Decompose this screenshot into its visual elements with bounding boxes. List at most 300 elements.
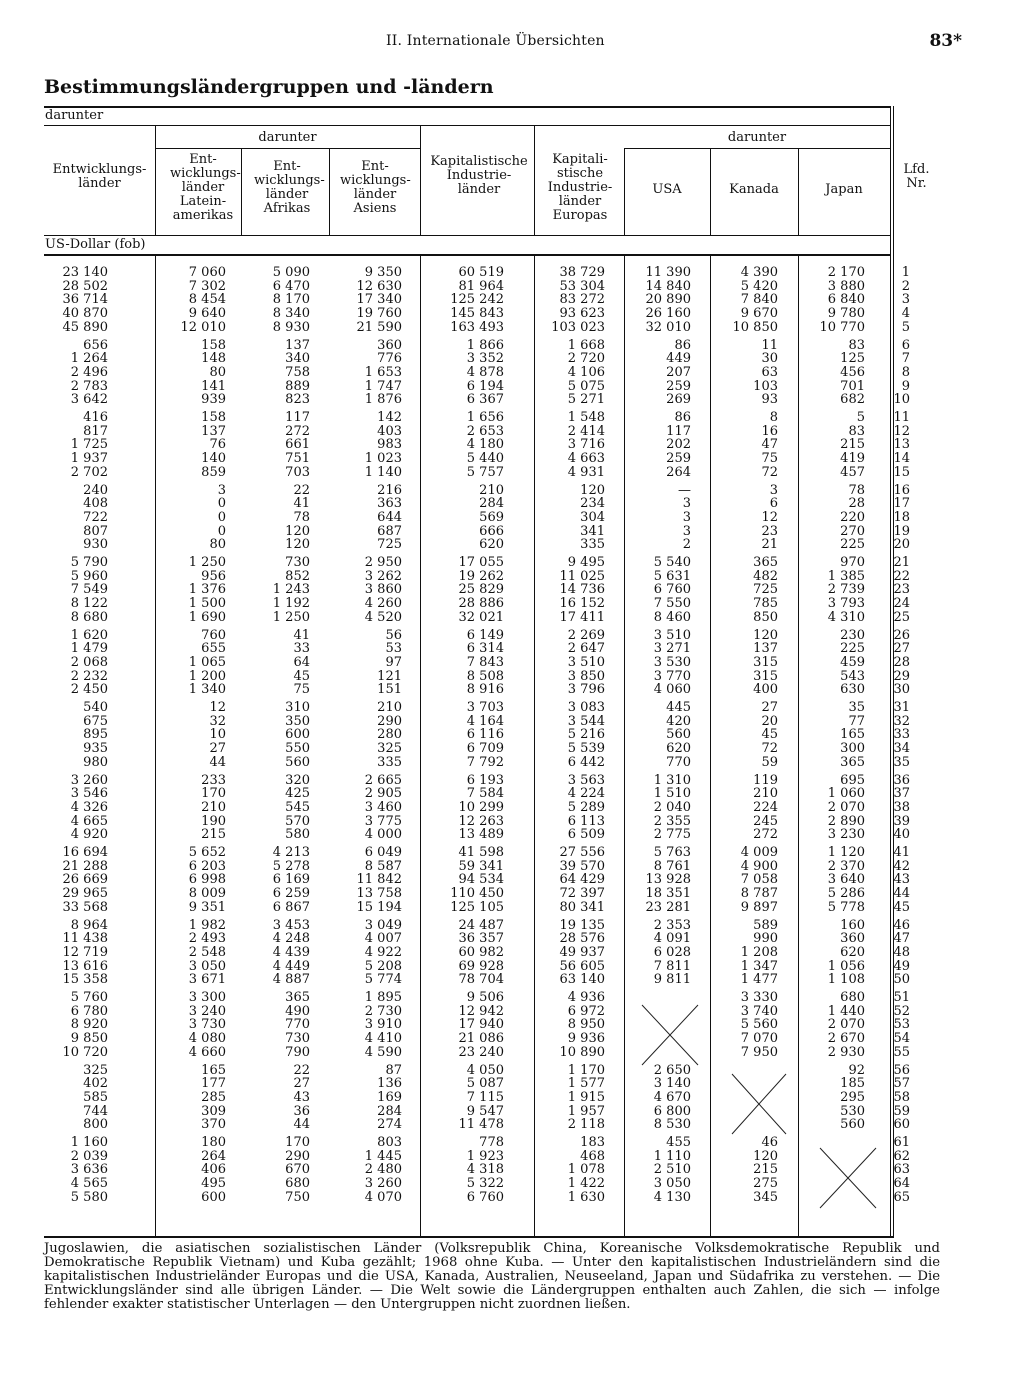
table-cell: 1 923 bbox=[466, 1149, 504, 1164]
table-cell: 2 070 bbox=[827, 1018, 865, 1033]
table-cell: 370 bbox=[201, 1118, 226, 1132]
table-cell: 61 bbox=[893, 1136, 910, 1150]
table-cell: 3 796 bbox=[567, 683, 605, 697]
table-cell: 3 510 bbox=[653, 628, 691, 643]
table-cell: 120 bbox=[753, 1149, 778, 1164]
table-cell: 16 152 bbox=[559, 597, 605, 611]
row-group bbox=[44, 774, 940, 842]
table-cell: 4 449 bbox=[272, 959, 310, 974]
table-cell: 7 060 bbox=[188, 266, 226, 280]
table-row bbox=[44, 815, 940, 829]
row-group bbox=[44, 411, 940, 479]
table-row bbox=[44, 1064, 940, 1078]
table-cell: 1 479 bbox=[70, 642, 108, 656]
table-cell: 5 790 bbox=[70, 556, 108, 570]
table-cell: 5 440 bbox=[466, 452, 504, 466]
col-header-0: Entwicklungs- länder bbox=[52, 162, 147, 191]
table-cell: 6 116 bbox=[466, 728, 504, 743]
table-cell: 21 288 bbox=[62, 859, 108, 874]
table-cell: 160 bbox=[840, 918, 865, 933]
table-cell: 280 bbox=[377, 728, 402, 743]
table-cell: 3 793 bbox=[827, 597, 865, 611]
table-cell: 751 bbox=[285, 452, 310, 466]
table-cell: 30 bbox=[893, 683, 910, 697]
table-cell: 29 965 bbox=[62, 887, 108, 901]
table-cell: 44 bbox=[893, 887, 910, 901]
table-cell: 45 bbox=[761, 728, 778, 743]
table-cell: 687 bbox=[377, 524, 402, 539]
table-cell: 32 bbox=[893, 714, 910, 729]
table-row bbox=[44, 1163, 940, 1177]
table-cell: 216 bbox=[377, 483, 402, 498]
table-cell: 4 070 bbox=[364, 1190, 402, 1205]
table-cell: 5 652 bbox=[188, 846, 226, 860]
table-cell: 1 422 bbox=[567, 1177, 605, 1191]
table-cell: 5 757 bbox=[466, 465, 504, 480]
table-cell: 35 bbox=[893, 755, 910, 770]
table-cell: 259 bbox=[666, 379, 691, 394]
table-cell: 210 bbox=[201, 800, 226, 815]
table-cell: 21 590 bbox=[356, 320, 402, 335]
table-cell: 22 bbox=[293, 1063, 310, 1078]
table-cell: 33 568 bbox=[62, 900, 108, 915]
table-cell: 620 bbox=[479, 538, 504, 552]
table-cell: 27 556 bbox=[559, 846, 605, 860]
table-cell: 290 bbox=[377, 714, 402, 729]
table-cell: 560 bbox=[840, 1118, 865, 1132]
table-cell: 7 115 bbox=[466, 1090, 504, 1105]
table-row bbox=[44, 1018, 940, 1032]
table-cell: 6 149 bbox=[466, 628, 504, 643]
table-cell: 12 bbox=[893, 424, 910, 439]
table-cell: 32 010 bbox=[645, 320, 691, 335]
table-cell: 1 876 bbox=[364, 393, 402, 407]
table-cell: 35 bbox=[848, 701, 865, 715]
table-cell: 11 438 bbox=[62, 932, 108, 946]
table-cell: 8 930 bbox=[272, 320, 310, 335]
table-cell: 9 640 bbox=[188, 307, 226, 321]
table-cell: 145 843 bbox=[450, 307, 504, 321]
table-cell: 320 bbox=[285, 773, 310, 788]
col-header-7: Kanada bbox=[729, 182, 779, 197]
table-cell: 119 bbox=[753, 773, 778, 788]
table-cell: 60 519 bbox=[458, 266, 504, 280]
table-cell: 1 250 bbox=[272, 610, 310, 625]
table-cell: 185 bbox=[840, 1077, 865, 1091]
table-cell: 725 bbox=[377, 538, 402, 552]
table-cell: 1 192 bbox=[272, 597, 310, 611]
table-cell: 29 bbox=[893, 669, 910, 684]
table-cell: 3 262 bbox=[364, 569, 402, 584]
table-cell: 310 bbox=[285, 701, 310, 715]
table-row bbox=[44, 960, 940, 974]
table-cell: 53 304 bbox=[559, 279, 605, 294]
table-cell: 6 bbox=[901, 338, 910, 353]
table-cell: 9 811 bbox=[653, 973, 691, 987]
table-cell: 5 960 bbox=[70, 569, 108, 584]
table-cell: 34 bbox=[893, 742, 910, 756]
table-row bbox=[44, 393, 940, 407]
table-cell: 7 302 bbox=[188, 279, 226, 294]
row-group bbox=[44, 1136, 940, 1204]
table-cell: 64 bbox=[293, 655, 310, 670]
table-cell: 215 bbox=[840, 438, 865, 453]
table-cell: 103 023 bbox=[551, 320, 605, 335]
table-row bbox=[44, 525, 940, 539]
table-cell: 202 bbox=[666, 438, 691, 453]
table-cell: 456 bbox=[840, 365, 865, 380]
table-cell: 81 964 bbox=[458, 279, 504, 294]
table-cell: 137 bbox=[753, 642, 778, 656]
table-cell: 1 440 bbox=[827, 1004, 865, 1019]
table-cell: 72 bbox=[761, 742, 778, 756]
table-cell: 482 bbox=[753, 569, 778, 584]
table-cell: 1 548 bbox=[567, 411, 605, 425]
table-cell: 11 390 bbox=[645, 266, 691, 280]
table-cell: 8 916 bbox=[466, 683, 504, 697]
table-cell: 4 213 bbox=[272, 846, 310, 860]
table-row bbox=[44, 887, 940, 901]
table-row bbox=[44, 339, 940, 353]
table-cell: 5 208 bbox=[364, 959, 402, 974]
table-cell: 103 bbox=[753, 379, 778, 394]
table-cell: 1 477 bbox=[740, 973, 778, 987]
table-cell: 490 bbox=[285, 1004, 310, 1019]
table-cell: 1 656 bbox=[466, 411, 504, 425]
table-cell: 17 bbox=[893, 497, 910, 511]
table-cell: 3 640 bbox=[827, 873, 865, 888]
table-cell: 1 957 bbox=[567, 1104, 605, 1119]
table-cell: 560 bbox=[285, 755, 310, 770]
table-cell: 13 928 bbox=[645, 873, 691, 888]
table-cell: 449 bbox=[666, 352, 691, 366]
table-cell: 45 890 bbox=[62, 320, 108, 335]
col-header-1: Ent- wicklungs- länder Latein- amerikas bbox=[170, 152, 241, 223]
table-cell: 78 bbox=[293, 510, 310, 525]
table-cell: 45 bbox=[293, 669, 310, 684]
table-cell: 1 078 bbox=[567, 1163, 605, 1178]
table-cell: 1 264 bbox=[70, 352, 108, 366]
table-cell: 10 720 bbox=[62, 1045, 108, 1060]
table-cell: 36 bbox=[293, 1104, 310, 1119]
table-cell: 6 169 bbox=[272, 873, 310, 888]
table-cell: 125 242 bbox=[450, 293, 504, 308]
table-cell: 6 193 bbox=[466, 773, 504, 788]
table-cell: 2 702 bbox=[70, 465, 108, 480]
table-cell: 17 340 bbox=[356, 293, 402, 308]
table-cell: 86 bbox=[674, 338, 691, 353]
table-cell: 852 bbox=[285, 569, 310, 584]
table-cell: 5 560 bbox=[740, 1018, 778, 1033]
table-row bbox=[44, 715, 940, 729]
table-cell: 177 bbox=[201, 1077, 226, 1091]
table-cell: 33 bbox=[293, 642, 310, 656]
table-cell: 725 bbox=[753, 583, 778, 598]
table-cell: 28 576 bbox=[559, 932, 605, 946]
table-cell: 770 bbox=[285, 1018, 310, 1033]
table-cell: 163 493 bbox=[450, 320, 504, 335]
table-row bbox=[44, 901, 940, 915]
table-row bbox=[44, 828, 940, 842]
col-header-3: Ent- wicklungs- länder Asiens bbox=[340, 159, 411, 216]
table-cell: 117 bbox=[666, 424, 691, 439]
table-cell: 11 478 bbox=[458, 1118, 504, 1132]
table-cell: 5 420 bbox=[740, 279, 778, 294]
table-cell: 8 964 bbox=[70, 918, 108, 933]
table-cell: 4 180 bbox=[466, 438, 504, 453]
table-cell: 215 bbox=[201, 828, 226, 842]
table-cell: 325 bbox=[83, 1063, 108, 1078]
table-cell: 983 bbox=[377, 438, 402, 453]
unit-label: US-Dollar (fob) bbox=[45, 237, 146, 252]
table-cell: 9 351 bbox=[188, 900, 226, 915]
table-cell: 0 bbox=[217, 510, 226, 525]
table-cell: 44 bbox=[293, 1118, 310, 1132]
table-cell: 6 028 bbox=[653, 945, 691, 960]
table-cell: 6 509 bbox=[567, 828, 605, 842]
table-cell: 823 bbox=[285, 393, 310, 407]
table-cell: 785 bbox=[753, 597, 778, 611]
table-cell: 93 623 bbox=[559, 307, 605, 321]
table-cell: 2 414 bbox=[567, 424, 605, 439]
cross-mark-japan bbox=[818, 1146, 878, 1210]
table-cell: 10 850 bbox=[732, 320, 778, 335]
table-cell: 5 216 bbox=[567, 728, 605, 743]
table-cell: 800 bbox=[83, 1118, 108, 1132]
table-row bbox=[44, 701, 940, 715]
table-cell: 1 866 bbox=[466, 338, 504, 353]
table-cell: 165 bbox=[840, 728, 865, 743]
table-cell: 770 bbox=[666, 755, 691, 770]
table-row bbox=[44, 973, 940, 987]
table-cell: 55 bbox=[893, 1045, 910, 1060]
table-cell: 3 510 bbox=[567, 655, 605, 670]
table-cell: 7 550 bbox=[653, 597, 691, 611]
table-row bbox=[44, 611, 940, 625]
table-cell: 27 bbox=[761, 701, 778, 715]
table-cell: 4 922 bbox=[364, 945, 402, 960]
table-cell: 8 170 bbox=[272, 293, 310, 308]
table-cell: 9 495 bbox=[567, 556, 605, 570]
table-cell: 285 bbox=[201, 1090, 226, 1105]
page-title: Bestimmungsländergruppen und -ländern bbox=[44, 76, 494, 98]
table-cell: 8 bbox=[769, 411, 778, 425]
table-cell: 26 669 bbox=[62, 873, 108, 888]
table-cell: 5 580 bbox=[70, 1190, 108, 1205]
table-cell: 50 bbox=[893, 973, 910, 987]
table-cell: 325 bbox=[377, 742, 402, 756]
table-cell: 682 bbox=[840, 393, 865, 407]
table-cell: 28 886 bbox=[458, 597, 504, 611]
table-cell: 3 546 bbox=[70, 787, 108, 801]
table-cell: 272 bbox=[285, 424, 310, 439]
table-row bbox=[44, 538, 940, 552]
table-cell: 3 230 bbox=[827, 828, 865, 842]
table-cell: 64 429 bbox=[559, 873, 605, 888]
table-cell: 158 bbox=[201, 411, 226, 425]
table-cell: 4 390 bbox=[740, 266, 778, 280]
table-cell: 744 bbox=[83, 1104, 108, 1119]
table-cell: 8 508 bbox=[466, 669, 504, 684]
table-cell: 2 510 bbox=[653, 1163, 691, 1178]
table-cell: 360 bbox=[840, 932, 865, 946]
table-cell: 9 936 bbox=[567, 1032, 605, 1046]
table-cell: 4 248 bbox=[272, 932, 310, 946]
table-cell: 4 670 bbox=[653, 1090, 691, 1105]
table-cell: 19 135 bbox=[559, 918, 605, 933]
table-cell: 270 bbox=[840, 524, 865, 539]
table-cell: 24 bbox=[893, 597, 910, 611]
table-cell: 225 bbox=[840, 538, 865, 552]
table-cell: 0 bbox=[217, 524, 226, 539]
table-cell: 140 bbox=[201, 452, 226, 466]
table-cell: 1 065 bbox=[188, 655, 226, 670]
table-cell: 2 450 bbox=[70, 683, 108, 697]
table-cell: 2 496 bbox=[70, 365, 108, 380]
table-row bbox=[44, 683, 940, 697]
table-cell: 1 056 bbox=[827, 959, 865, 974]
table-row bbox=[44, 1177, 940, 1191]
table-cell: 10 299 bbox=[458, 800, 504, 815]
table-cell: 600 bbox=[285, 728, 310, 743]
table-cell: 97 bbox=[385, 655, 402, 670]
table-cell: 360 bbox=[377, 338, 402, 353]
table-cell: 990 bbox=[753, 932, 778, 946]
table-cell: 2 269 bbox=[567, 628, 605, 643]
table-cell: 408 bbox=[83, 497, 108, 511]
table-cell: 585 bbox=[83, 1090, 108, 1105]
table-cell: 16 bbox=[761, 424, 778, 439]
table-cell: 39 570 bbox=[559, 859, 605, 874]
table-row bbox=[44, 1032, 940, 1046]
table-cell: 264 bbox=[201, 1149, 226, 1164]
table-cell: 445 bbox=[666, 701, 691, 715]
table-cell: 4 130 bbox=[653, 1190, 691, 1205]
table-cell: 27 bbox=[293, 1077, 310, 1091]
table-cell: 6 780 bbox=[70, 1004, 108, 1019]
table-cell: 110 450 bbox=[450, 887, 504, 901]
table-cell: 2 930 bbox=[827, 1045, 865, 1060]
table-cell: 240 bbox=[83, 483, 108, 498]
table-cell: 6 470 bbox=[272, 279, 310, 294]
row-group bbox=[44, 701, 940, 769]
table-cell: 32 021 bbox=[458, 610, 504, 625]
table-cell: 21 086 bbox=[458, 1032, 504, 1046]
table-cell: 1 982 bbox=[188, 918, 226, 933]
table-cell: 420 bbox=[666, 714, 691, 729]
table-row bbox=[44, 787, 940, 801]
table-cell: 12 719 bbox=[62, 945, 108, 960]
table-cell: 10 890 bbox=[559, 1045, 605, 1060]
table-cell: 4 260 bbox=[364, 597, 402, 611]
table-cell: 151 bbox=[377, 683, 402, 697]
table-cell: 980 bbox=[83, 755, 108, 770]
table-cell: 365 bbox=[840, 755, 865, 770]
table-row bbox=[44, 556, 940, 570]
table-cell: 47 bbox=[761, 438, 778, 453]
table-cell: 2 730 bbox=[364, 1004, 402, 1019]
table-cell: 4 660 bbox=[188, 1045, 226, 1060]
table-cell: 36 357 bbox=[458, 932, 504, 946]
table-cell: 26 160 bbox=[645, 307, 691, 321]
table-cell: 7 792 bbox=[466, 755, 504, 770]
table-cell: 4 590 bbox=[364, 1045, 402, 1060]
table-cell: 11 025 bbox=[559, 569, 605, 584]
table-cell: 4 665 bbox=[70, 814, 108, 829]
table-cell: 2 890 bbox=[827, 814, 865, 829]
table-cell: 49 bbox=[893, 959, 910, 974]
table-cell: 1 023 bbox=[364, 452, 402, 466]
row-group bbox=[44, 484, 940, 552]
table-cell: 750 bbox=[285, 1190, 310, 1205]
table-cell: 40 bbox=[893, 828, 910, 842]
table-cell: 1 140 bbox=[364, 465, 402, 480]
table-cell: 9 780 bbox=[827, 307, 865, 321]
table-cell: 2 040 bbox=[653, 800, 691, 815]
row-group bbox=[44, 919, 940, 987]
table-cell: 7 070 bbox=[740, 1032, 778, 1046]
table-cell: 12 630 bbox=[356, 279, 402, 294]
table-cell: 570 bbox=[285, 814, 310, 829]
table-cell: 406 bbox=[201, 1163, 226, 1178]
table-cell: 7 058 bbox=[740, 873, 778, 888]
table-cell: 5 075 bbox=[567, 379, 605, 394]
table-cell: 33 bbox=[893, 728, 910, 743]
table-cell: 457 bbox=[840, 465, 865, 480]
table-row bbox=[44, 511, 940, 525]
table-cell: 807 bbox=[83, 524, 108, 539]
table-cell: 300 bbox=[840, 742, 865, 756]
table-cell: 245 bbox=[753, 814, 778, 829]
table-cell: 4 663 bbox=[567, 452, 605, 466]
table-cell: 580 bbox=[285, 828, 310, 842]
table-cell: 6 194 bbox=[466, 379, 504, 394]
table-cell: 125 105 bbox=[450, 900, 504, 915]
table-cell: 1 385 bbox=[827, 569, 865, 584]
col-header-9: Lfd. Nr. bbox=[903, 162, 930, 191]
table-row bbox=[44, 656, 940, 670]
table-cell: 1 895 bbox=[364, 991, 402, 1005]
table-cell: 778 bbox=[479, 1136, 504, 1150]
table-row bbox=[44, 774, 940, 788]
table-row bbox=[44, 742, 940, 756]
table-cell: 17 055 bbox=[458, 556, 504, 570]
table-cell: 3 850 bbox=[567, 669, 605, 684]
table-cell: 4 520 bbox=[364, 610, 402, 625]
table-cell: 21 bbox=[761, 538, 778, 552]
table-cell: 630 bbox=[840, 683, 865, 697]
table-cell: 3 260 bbox=[364, 1177, 402, 1191]
table-cell: 1 110 bbox=[653, 1149, 691, 1164]
table-cell: 1 690 bbox=[188, 610, 226, 625]
table-cell: 25 829 bbox=[458, 583, 504, 598]
table-cell: 6 314 bbox=[466, 642, 504, 656]
table-cell: 3 775 bbox=[364, 814, 402, 829]
table-cell: 16 694 bbox=[62, 846, 108, 860]
table-cell: 3 260 bbox=[70, 773, 108, 788]
table-cell: 2 bbox=[901, 279, 910, 294]
table-cell: 269 bbox=[666, 393, 691, 407]
table-cell: 8 122 bbox=[70, 597, 108, 611]
table-cell: 365 bbox=[285, 991, 310, 1005]
table-cell: 400 bbox=[753, 683, 778, 697]
table-row bbox=[44, 583, 940, 597]
table-cell: 46 bbox=[761, 1136, 778, 1150]
table-cell: 36 714 bbox=[62, 293, 108, 308]
table-cell: 83 bbox=[848, 424, 865, 439]
table-cell: 4 007 bbox=[364, 932, 402, 946]
table-cell: 589 bbox=[753, 918, 778, 933]
